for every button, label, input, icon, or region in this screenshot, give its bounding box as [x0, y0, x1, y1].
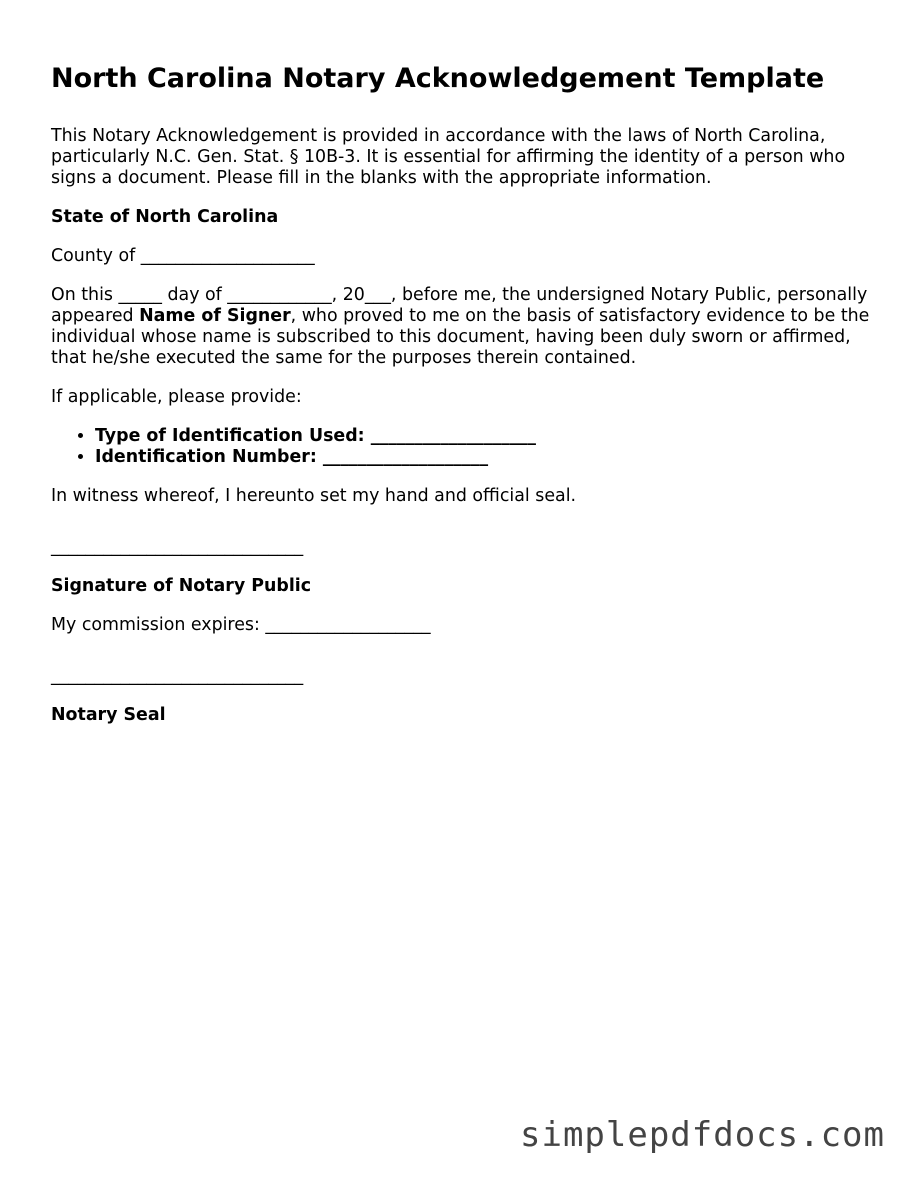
- ack-text-post: , who proved to me on the basis of satisfactory evidence to be the individual whose name is subscribed to this document, having been duly sworn or affirmed, that he/she executed the same for the purposes therein contained.: [51, 306, 870, 368]
- state-heading: State of North Carolina: [51, 207, 279, 227]
- if-applicable-text: If applicable, please provide:: [51, 387, 302, 407]
- id-number-blank: ___________________: [316, 447, 489, 467]
- list-item: [95, 447, 881, 468]
- seal-line: _____________________________: [51, 666, 304, 686]
- signature-line: _____________________________: [51, 537, 304, 557]
- id-number-label: Identification Number:: [95, 447, 317, 467]
- county-line: County of ____________________: [51, 246, 315, 266]
- document-title: North Carolina Notary Acknowledgement Template: [51, 63, 825, 94]
- id-type-label: Type of Identification Used:: [95, 426, 365, 446]
- signature-label: Signature of Notary Public: [51, 576, 312, 596]
- list-item: [95, 426, 881, 447]
- ack-text-pre: On this _____ day of ____________, 20___, before me, the undersigned Notary Public, personally appeared: [51, 285, 868, 326]
- signer-name: Name of Signer: [139, 306, 291, 326]
- acknowledgement-paragraph: [51, 285, 881, 369]
- id-type-blank: ___________________: [364, 426, 536, 446]
- commission-line: My commission expires: ___________________: [51, 615, 431, 635]
- identification-list: [51, 426, 881, 468]
- document: [51, 58, 881, 744]
- watermark: simplepdfdocs.com: [520, 1115, 885, 1155]
- intro-paragraph: This Notary Acknowledgement is provided in accordance with the laws of North Carolina, particularly N.C. Gen. Stat. § 10B-3. It is essential for affirming the identity of a person who signs a document. Please fill in the blanks with the appropriate information.: [51, 126, 846, 188]
- seal-label: Notary Seal: [51, 705, 166, 725]
- witness-text: In witness whereof, I hereunto set my hand and official seal.: [51, 486, 577, 506]
